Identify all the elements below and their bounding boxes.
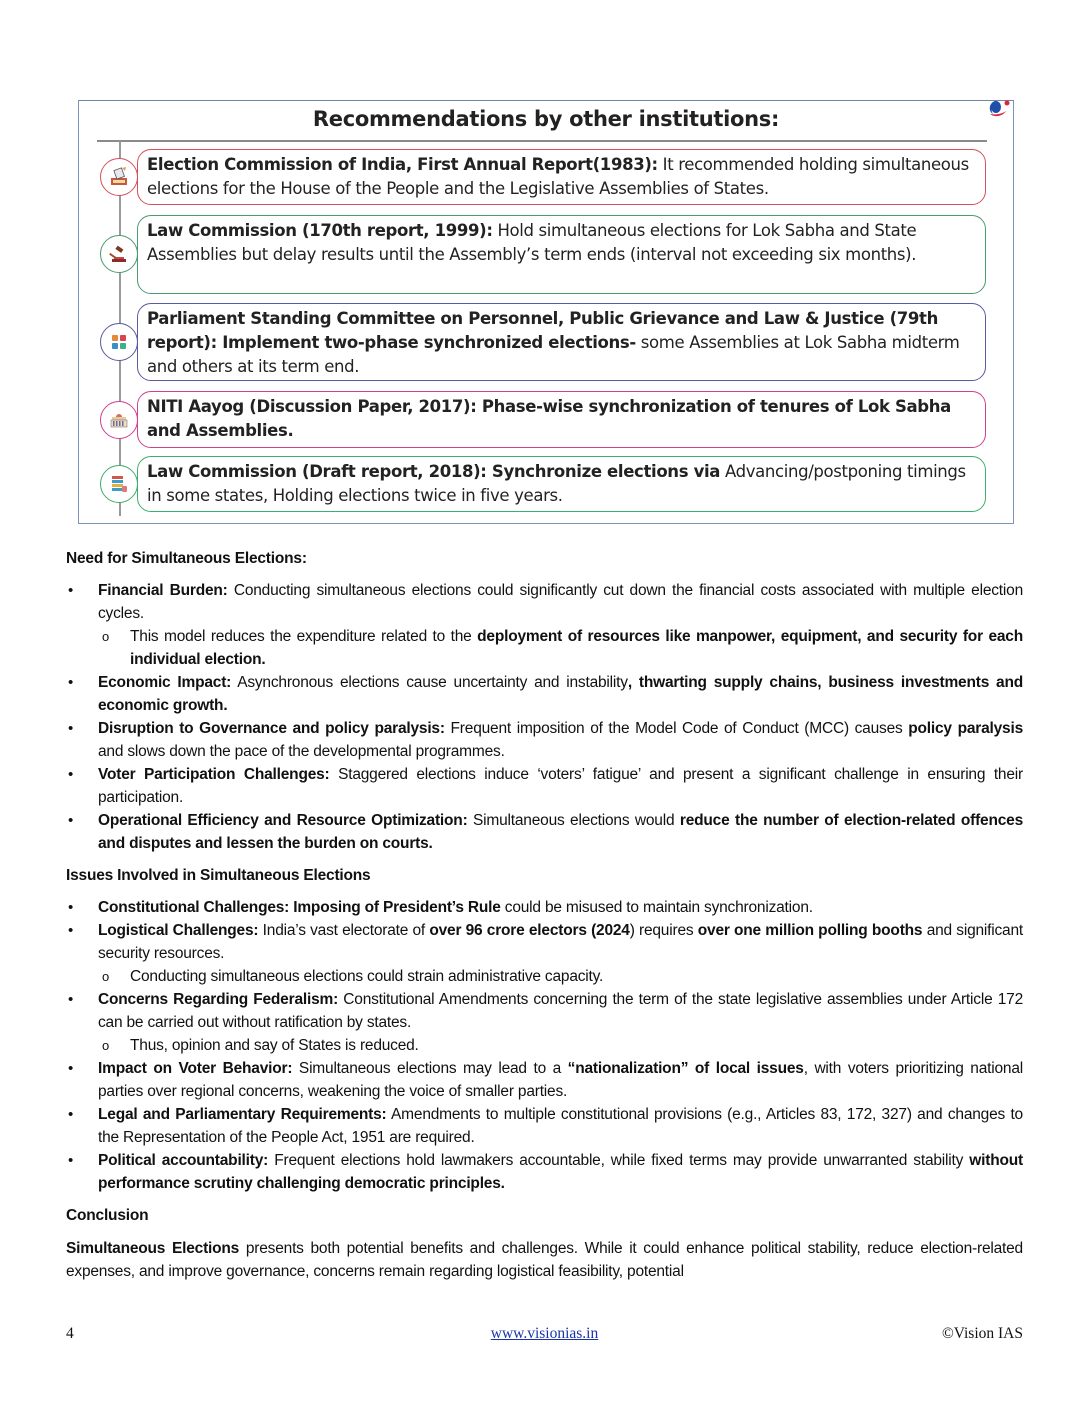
list-item: • Political accountability: Frequent elections hold lawmakers accountable, while fixed terms may provide unwarranted stability without performance scrutiny challenging democratic principles.	[66, 1149, 1023, 1195]
issues-heading: Issues Involved in Simultaneous Elections	[66, 867, 371, 884]
sub-list	[98, 1034, 1023, 1057]
sub-list	[98, 625, 1023, 671]
voting-machine-icon	[100, 465, 138, 503]
list-item: • Voter Participation Challenges: Staggered elections induce ‘voters’ fatigue’ and present a significant challenge in ensuring their participation.	[66, 763, 1023, 809]
recommendation-card-ec-1983: Election Commission of India, First Annual Report(1983): It recommended holding simultaneous elections for the House of the People and the Legislative Assemblies of States.	[137, 149, 986, 205]
page-number: 4	[66, 1325, 74, 1342]
gavel-icon	[100, 235, 138, 273]
recommendation-card-parliament-committee: Parliament Standing Committee on Personnel, Public Grievance and Law & Justice (79th report): Implement two-phase synchronized elections- some Assemblies at Lok Sabha midterm and others at its term end.	[137, 303, 986, 381]
sub-list-item: o This model reduces the expenditure related to the deployment of resources like manpower, equipment, and security for each individual election.	[98, 625, 1023, 671]
recommendation-card-law-commission-2018: Law Commission (Draft report, 2018): Synchronize elections via Advancing/postponing timings in some states, Holding elections twice in five years.	[137, 456, 986, 512]
ballot-box-icon	[100, 158, 138, 196]
need-heading: Need for Simultaneous Elections:	[66, 550, 307, 567]
sub-list-item: o Conducting simultaneous elections could strain administrative capacity.	[98, 965, 1023, 988]
infographic-title: Recommendations by other institutions:	[312, 107, 780, 131]
list-item: • Economic Impact: Asynchronous elections cause uncertainty and instability, thwarting supply chains, business investments and economic growth.	[66, 671, 1023, 717]
need-list	[66, 579, 1023, 855]
conclusion-heading: Conclusion	[66, 1207, 149, 1224]
list-item: • Operational Efficiency and Resource Optimization: Simultaneous elections would reduce the number of election-related offences and disputes and lessen the burden on courts.	[66, 809, 1023, 855]
page-footer	[66, 1325, 1023, 1349]
list-item: • Concerns Regarding Federalism: Constitutional Amendments concerning the term of the state legislative assemblies under Article 172 can be carried out without ratification by states. o Thus, opinion and say of States is reduced.	[66, 988, 1023, 1057]
list-item: • Disruption to Governance and policy paralysis: Frequent imposition of the Model Code of Conduct (MCC) causes policy paralysis and slows down the pace of the developmental programmes.	[66, 717, 1023, 763]
recommendations-infographic	[78, 100, 1014, 524]
recommendation-card-law-commission-1999: Law Commission (170th report, 1999): Hold simultaneous elections for Lok Sabha and State Assemblies but delay results until the Assembly’s term ends (interval not exceeding six months).	[137, 215, 986, 294]
list-item: • Constitutional Challenges: Imposing of President’s Rule could be misused to maintain synchronization.	[66, 896, 1023, 919]
sub-list-item: o Thus, opinion and say of States is reduced.	[98, 1034, 1023, 1057]
document-body	[66, 547, 1023, 1283]
list-item: • Logistical Challenges: India’s vast electorate of over 96 crore electors (2024) requires over one million polling booths and significant security resources. o Conducting simultaneous elections could strain administrative capacity.	[66, 919, 1023, 988]
parliament-building-icon	[100, 401, 138, 439]
website-link[interactable]: www.visionias.in	[490, 1325, 599, 1342]
list-item: • Financial Burden: Conducting simultaneous elections could significantly cut down the financial costs associated with multiple election cycles. o This model reduces the expenditure related to the deployment of resources like manpower, equipment, and security for each individual election.	[66, 579, 1023, 671]
issues-list	[66, 896, 1023, 1195]
puzzle-team-icon	[100, 323, 138, 361]
list-item: • Legal and Parliamentary Requirements: Amendments to multiple constitutional provisions (e.g., Articles 83, 172, 327) and changes to the Representation of the People Act, 1951 are required.	[66, 1103, 1023, 1149]
recommendation-card-niti-aayog: NITI Aayog (Discussion Paper, 2017): Phase-wise synchronization of tenures of Lok Sabha and Assemblies.	[137, 391, 986, 448]
conclusion-paragraph: Simultaneous Elections presents both potential benefits and challenges. While it could enhance political stability, reduce election-related expenses, and improve governance, concerns remain regarding logistical feasibility, potential	[66, 1240, 1023, 1280]
sub-list	[98, 965, 1023, 988]
list-item: • Impact on Voter Behavior: Simultaneous elections may lead to a “nationalization” of local issues, with voters prioritizing national parties over regional concerns, weakening the voice of smaller parties.	[66, 1057, 1023, 1103]
title-divider	[97, 140, 987, 142]
copyright-text: ©Vision IAS	[941, 1325, 1023, 1342]
vision-ias-logo-icon	[985, 95, 1013, 121]
